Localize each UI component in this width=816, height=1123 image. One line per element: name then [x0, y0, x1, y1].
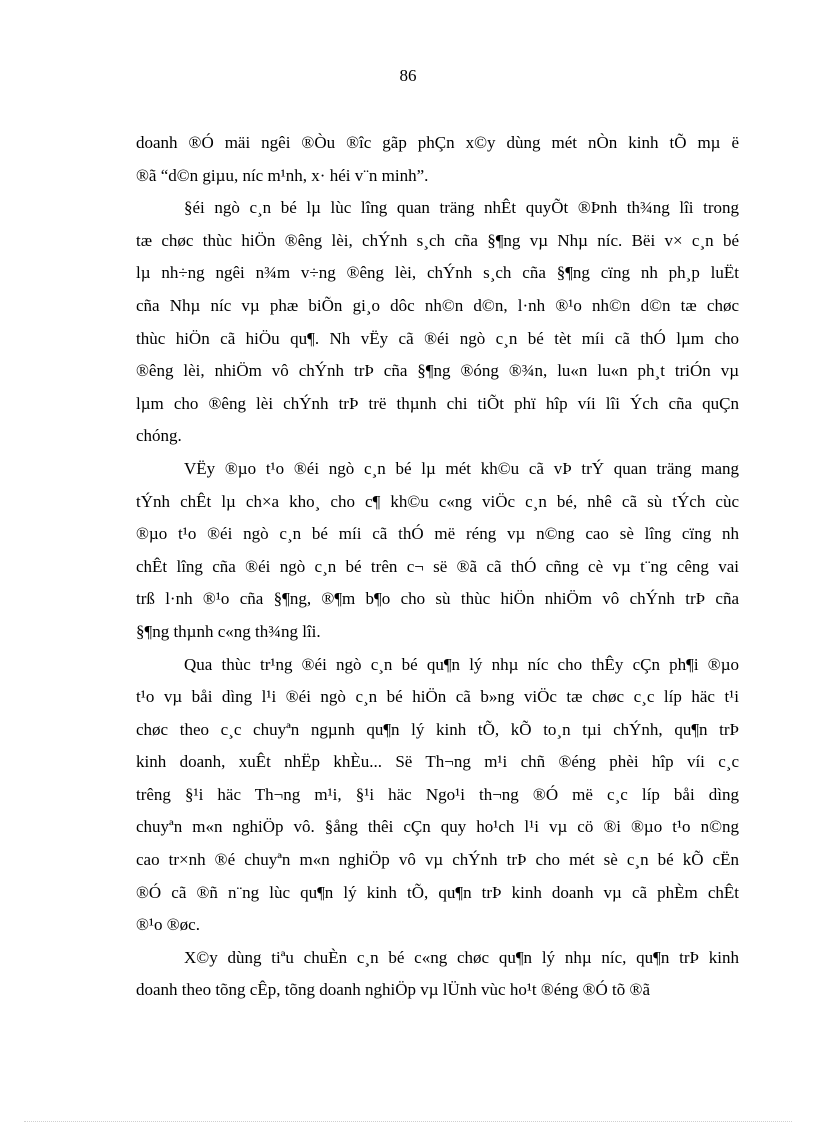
paragraph [136, 942, 739, 1007]
text-line: trß l·nh ®¹o cña §¶ng, ®¶m b¶o cho sù thùc hiÖn nhiÖm vô chÝnh trÞ cña [136, 589, 739, 609]
text-line: chÊt lîng cña ®éi ngò c¸n bé trên c¬ së ®ã cã thÓ cñng cè vµ t¨ng cêng vai [136, 556, 739, 576]
text-line: ®µo t¹o ®éi ngò c¸n bé míi cã thÓ më réng vµ n©ng cao sè lîng cïng nh [136, 524, 739, 544]
text-line: Qua thùc tr¹ng ®éi ngò c¸n bé qu¶n lý nhµ níc cho thÊy cÇn ph¶i ®µo [184, 654, 739, 674]
text-line: ®ã “d©n giµu, níc m¹nh, x· héi v¨n minh”. [136, 165, 429, 185]
text-line: X©y dùng tiªu chuÈn c¸n bé c«ng chøc qu¶n lý nhµ níc, qu¶n trÞ kinh [184, 947, 739, 967]
text-line: lµm cho ®êng lèi chÝnh trÞ trë thµnh chi tiÕt phï hîp víi lîi Ých cña quÇn [136, 393, 739, 413]
text-line: t¹o vµ båi dìng l¹i ®éi ngò c¸n bé hiÖn cã b»ng viÖc tæ chøc c¸c líp häc t¹i [136, 687, 739, 707]
text-line: ®¹o ®øc. [136, 915, 200, 935]
text-line: trêng §¹i häc Th¬ng m¹i, §¹i häc Ngo¹i th¬ng ®Ó më c¸c líp båi dìng [136, 784, 739, 804]
text-line: cao tr×nh ®é chuyªn m«n nghiÖp vô vµ chÝnh trÞ cho mét sè c¸n bé kÕ cËn [136, 850, 739, 870]
text-line: doanh ®Ó mäi ngêi ®Òu ®îc gãp phÇn x©y dùng mét nÒn kinh tÕ mµ ë [136, 133, 739, 152]
text-line: tæ chøc thùc hiÖn ®êng lèi, chÝnh s¸ch cña §¶ng vµ Nhµ níc. Bëi v× c¸n bé [136, 230, 739, 250]
text-line: §éi ngò c¸n bé lµ lùc lîng quan träng nhÊt quyÕt ®Þnh th¾ng lîi trong [184, 198, 739, 218]
text-line: cña Nhµ níc vµ phæ biÕn gi¸o dôc nh©n d©n, l·nh ®¹o nh©n d©n tæ chøc [136, 295, 739, 315]
text-line: ®êng lèi, nhiÖm vô chÝnh trÞ cña §¶ng ®óng ®¾n, lu«n lu«n ph¸t triÓn vµ [136, 361, 739, 381]
text-line: §¶ng thµnh c«ng th¾ng lîi. [136, 621, 321, 641]
text-line: chuyªn m«n nghiÖp vô. §ång thêi cÇn quy ho¹ch l¹i vµ cö ®i ®µo t¹o n©ng [136, 817, 739, 837]
text-line: thùc hiÖn cã hiÖu qu¶. Nh vËy cã ®éi ngò c¸n bé tèt míi cã thÓ lµm cho [136, 328, 739, 348]
paragraph [136, 127, 739, 192]
body-text [136, 127, 739, 1007]
paragraph [136, 453, 739, 649]
text-line: doanh theo tõng cÊp, tõng doanh nghiÖp vµ lÜnh vùc ho¹t ®éng ®Ó tõ ®ã [136, 980, 650, 1000]
text-line: chøc theo c¸c chuyªn ngµnh qu¶n lý kinh tÕ, kÕ to¸n tµi chÝnh, qu¶n trÞ [136, 719, 739, 739]
text-line: ®Ó cã ®ñ n¨ng lùc qu¶n lý kinh tÕ, qu¶n trÞ kinh doanh vµ cã phÈm chÊt [136, 882, 739, 902]
paragraph [136, 649, 739, 942]
paragraph [136, 192, 739, 453]
page-bottom-divider [24, 1121, 792, 1122]
text-line: tÝnh chÊt lµ ch×a kho¸ cho c¶ kh©u c«ng viÖc c¸n bé, nhê cã sù tÝch cùc [136, 491, 739, 511]
text-line: chóng. [136, 426, 182, 446]
page-number: 86 [399, 66, 417, 85]
text-line: lµ nh÷ng ngêi n¾m v÷ng ®êng lèi, chÝnh s¸ch cña §¶ng cïng nh ph¸p luËt [136, 263, 739, 283]
text-line: kinh doanh, xuÊt nhËp khÈu... Së Th¬ng m¹i chñ ®éng phèi hîp víi c¸c [136, 752, 739, 772]
text-line: VËy ®µo t¹o ®éi ngò c¸n bé lµ mét kh©u cã vÞ trÝ quan träng mang [184, 458, 739, 478]
